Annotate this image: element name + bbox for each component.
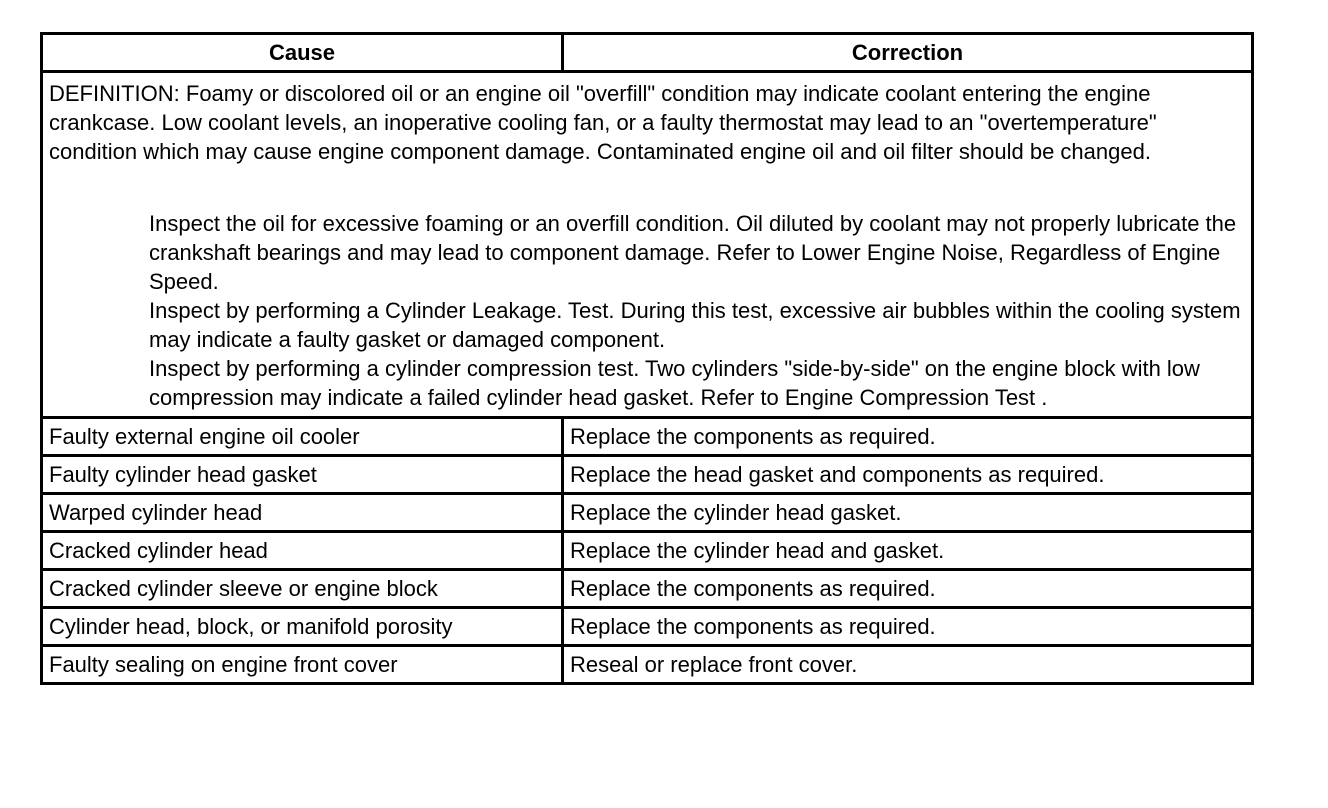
- step-1: Inspect the oil for excessive foaming or an overfill condition. Oil diluted by coolant may not properly lubricate the crankshaft bearings and may lead to component damage. Refer to Lower Engine Noise, Regardless of Engine Speed.: [149, 211, 1237, 294]
- definition-text: DEFINITION: Foamy or discolored oil or an engine oil "overfill" condition may indicate coolant entering the engine crankcase. Low coolant levels, an inoperative cooling fan, or a faulty thermostat may lead to an "overtemperature" condition which may cause engine component damage. Contaminated engine oil and oil filter should be changed.: [49, 81, 1157, 164]
- correction-cell: Replace the components as required.: [563, 418, 1253, 456]
- table-row: [42, 532, 1253, 570]
- cause-cell: Faulty external engine oil cooler: [42, 418, 563, 456]
- diagnostic-table: [40, 32, 1254, 685]
- table-row: [42, 608, 1253, 646]
- correction-cell: Replace the cylinder head gasket.: [563, 494, 1253, 532]
- cause-cell: Faulty cylinder head gasket: [42, 456, 563, 494]
- table-row: [42, 418, 1253, 456]
- correction-cell: Replace the components as required.: [563, 608, 1253, 646]
- definition-row: [42, 72, 1253, 418]
- correction-cell: Reseal or replace front cover.: [563, 646, 1253, 684]
- correction-cell: Replace the components as required.: [563, 570, 1253, 608]
- header-correction: Correction: [563, 34, 1253, 72]
- cause-cell: Warped cylinder head: [42, 494, 563, 532]
- step-2: Inspect by performing a Cylinder Leakage. Test. During this test, excessive air bubbles within the cooling system may indicate a faulty gasket or damaged component.: [149, 298, 1241, 352]
- cause-cell: Cracked cylinder head: [42, 532, 563, 570]
- header-cause: Cause: [42, 34, 563, 72]
- table-row: [42, 646, 1253, 684]
- table-row: [42, 570, 1253, 608]
- definition-cell: [42, 72, 1253, 418]
- header-row: [42, 34, 1253, 72]
- correction-cell: Replace the head gasket and components as required.: [563, 456, 1253, 494]
- step-3: Inspect by performing a cylinder compression test. Two cylinders "side-by-side" on the engine block with low compression may indicate a failed cylinder head gasket. Refer to Engine Compression Test .: [149, 356, 1200, 410]
- correction-cell: Replace the cylinder head and gasket.: [563, 532, 1253, 570]
- cause-cell: Cracked cylinder sleeve or engine block: [42, 570, 563, 608]
- cause-cell: Cylinder head, block, or manifold porosity: [42, 608, 563, 646]
- table-row: [42, 494, 1253, 532]
- cause-correction-table: [40, 32, 1254, 685]
- table-row: [42, 456, 1253, 494]
- cause-cell: Faulty sealing on engine front cover: [42, 646, 563, 684]
